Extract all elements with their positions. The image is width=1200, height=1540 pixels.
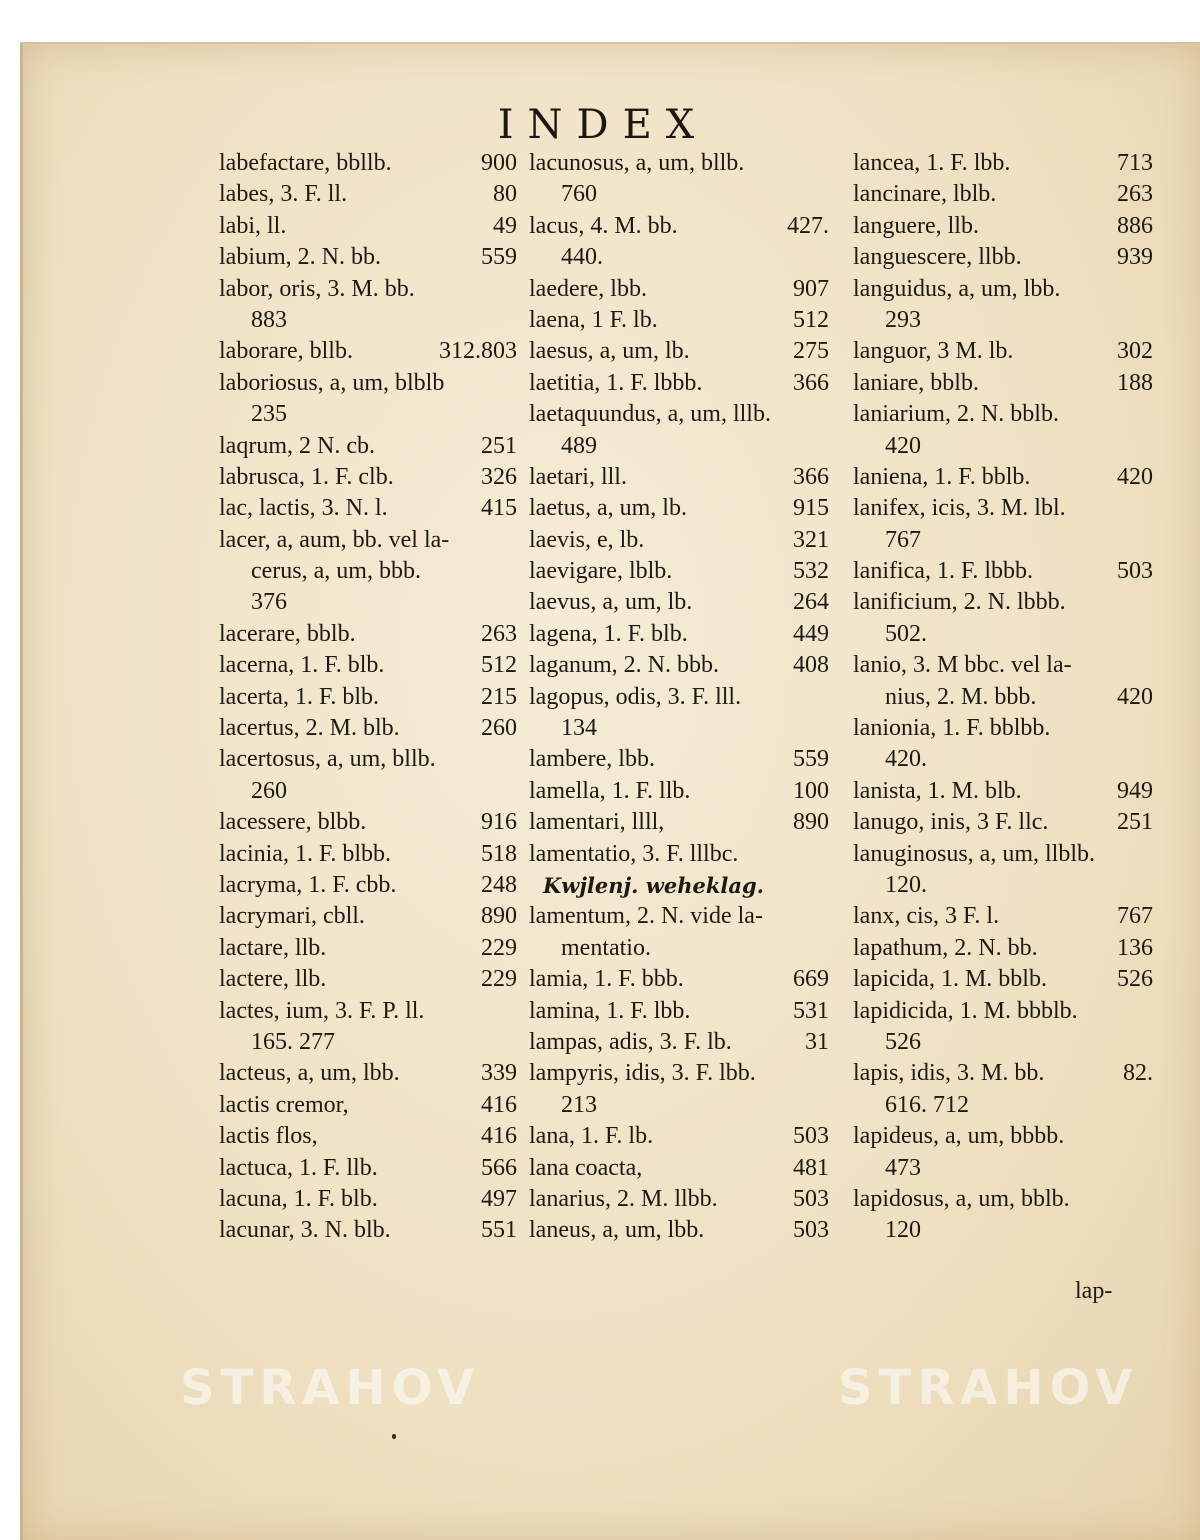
index-entry [219, 713, 517, 744]
index-term: laevigare, lblb. [529, 558, 673, 585]
index-entry [853, 1121, 1153, 1152]
index-entry [219, 148, 517, 179]
index-term: lanugo, inis, 3 F. llc. [853, 809, 1049, 836]
page-reference: 890 [481, 903, 517, 930]
index-entry [853, 431, 1153, 462]
index-entry [853, 1215, 1153, 1246]
index-term: 767 [885, 526, 921, 553]
index-entry [853, 1027, 1153, 1058]
index-term: lanifica, 1. F. lbbb. [853, 558, 1034, 585]
index-entry [219, 431, 517, 462]
index-entry [529, 1153, 829, 1184]
page-reference: 559 [793, 746, 829, 773]
index-entry [529, 682, 829, 713]
index-entry [219, 1121, 517, 1152]
index-entry [529, 1027, 829, 1058]
page-reference: 551 [481, 1217, 517, 1244]
index-term: lana coacta, [529, 1154, 643, 1181]
page-reference: 713 [1117, 150, 1153, 176]
index-term: lactis flos, [219, 1123, 318, 1150]
page-reference: 497 [481, 1185, 517, 1212]
index-term: lactuca, 1. F. llb. [219, 1154, 378, 1181]
index-term: lapidosus, a, um, bblb. [853, 1185, 1070, 1212]
page-reference: 503 [793, 1123, 829, 1150]
index-entry [529, 1184, 829, 1215]
index-term: 120 [885, 1217, 921, 1244]
index-term: languidus, a, um, lbb. [853, 275, 1061, 302]
page-reference: 408 [793, 652, 829, 679]
index-term: 120. [885, 871, 927, 898]
index-entry [219, 901, 517, 932]
index-entry [853, 242, 1153, 273]
index-entry [853, 650, 1153, 681]
index-term: lanuginosus, a, um, llblb. [853, 840, 1095, 867]
index-entry [219, 1184, 517, 1215]
page-reference: 251 [481, 432, 517, 459]
index-entry [529, 964, 829, 995]
index-column-1 [219, 148, 517, 1247]
index-term: laganum, 2. N. bbb. [529, 652, 719, 679]
index-entry [853, 744, 1153, 775]
index-entry [219, 336, 517, 367]
index-term: lacunar, 3. N. blb. [219, 1217, 391, 1244]
page-reference: 907 [793, 275, 829, 302]
paper-speck [392, 1434, 396, 1439]
index-entry [529, 399, 829, 430]
page-reference: 503 [1117, 558, 1153, 585]
index-entry [529, 493, 829, 524]
index-entry [529, 713, 829, 744]
page-reference: 312.803 [439, 338, 517, 365]
index-entry [529, 650, 829, 681]
index-term: laniarium, 2. N. bblb. [853, 401, 1059, 428]
index-term: lapathum, 2. N. bb. [853, 934, 1038, 961]
index-entry [219, 556, 517, 587]
index-term: laevus, a, um, lb. [529, 589, 693, 616]
index-entry [219, 619, 517, 650]
book-page [20, 42, 1200, 1540]
index-term: lanio, 3. M bbc. vel la- [853, 652, 1072, 679]
index-term: lampyris, idis, 3. F. lbb. [529, 1060, 756, 1087]
index-term: languere, llb. [853, 212, 979, 239]
index-term: laesus, a, um, lb. [529, 338, 690, 365]
index-term: languor, 3 M. lb. [853, 338, 1014, 365]
index-term: 420 [885, 432, 921, 459]
page-reference: 900 [481, 150, 517, 176]
index-term: lactare, llb. [219, 934, 327, 961]
index-term: lanista, 1. M. blb. [853, 777, 1022, 804]
index-term: lacus, 4. M. bb. [529, 212, 678, 239]
index-entry [853, 148, 1153, 179]
page-reference: 302 [1117, 338, 1153, 365]
index-entry [529, 1121, 829, 1152]
index-entry [529, 1058, 829, 1089]
index-term: lacerta, 1. F. blb. [219, 683, 380, 710]
index-term: laevis, e, lb. [529, 526, 645, 553]
index-entry [219, 650, 517, 681]
index-entry [219, 399, 517, 430]
index-term: labi, ll. [219, 212, 287, 239]
index-entry [853, 682, 1153, 713]
index-term: labes, 3. F. ll. [219, 181, 348, 208]
index-term: lamina, 1. F. lbb. [529, 997, 691, 1024]
index-term: lapidicida, 1. M. bbblb. [853, 997, 1078, 1024]
page-reference: 275 [793, 338, 829, 365]
index-term: lagopus, odis, 3. F. lll. [529, 683, 742, 710]
index-entry [853, 179, 1153, 210]
page-reference: 420 [1117, 683, 1153, 710]
page-reference: 427. [787, 212, 829, 239]
page-reference: 229 [481, 934, 517, 961]
index-entry [219, 368, 517, 399]
index-term: laborare, bllb. [219, 338, 353, 365]
index-entry [853, 619, 1153, 650]
index-term: 235 [251, 401, 287, 428]
index-entry [219, 179, 517, 210]
index-term: 526 [885, 1028, 921, 1055]
page-reference: 229 [481, 966, 517, 993]
index-term: lana, 1. F. lb. [529, 1123, 654, 1150]
index-entry [219, 1153, 517, 1184]
index-entry [529, 242, 829, 273]
index-term: 440. [561, 244, 603, 271]
index-term: lapideus, a, um, bbbb. [853, 1123, 1065, 1150]
page-reference: 512 [481, 652, 517, 679]
index-term: lambere, lbb. [529, 746, 655, 773]
index-entry [529, 211, 829, 242]
index-entry [219, 839, 517, 870]
index-term: laena, 1 F. lb. [529, 306, 658, 333]
index-entry [529, 148, 829, 179]
index-term: 883 [251, 306, 287, 333]
page-reference: 915 [793, 495, 829, 522]
index-term: lamia, 1. F. bbb. [529, 966, 684, 993]
index-term: lanificium, 2. N. lbbb. [853, 589, 1066, 616]
index-entry [219, 682, 517, 713]
index-term: laetus, a, um, lb. [529, 495, 687, 522]
index-term: laedere, lbb. [529, 275, 647, 302]
index-term: lagena, 1. F. blb. [529, 620, 688, 647]
index-entry [529, 744, 829, 775]
index-term: laetaquundus, a, um, lllb. [529, 401, 771, 428]
page-reference: 248 [481, 871, 517, 898]
index-term: 213 [561, 1091, 597, 1118]
index-term: lampas, adis, 3. F. lb. [529, 1028, 732, 1055]
page-reference: 251 [1117, 809, 1153, 836]
page-reference: 188 [1117, 369, 1153, 396]
index-term: lapis, idis, 3. M. bb. [853, 1060, 1045, 1087]
index-entry [219, 242, 517, 273]
index-term: 376 [251, 589, 287, 616]
index-entry [853, 336, 1153, 367]
index-entry [529, 274, 829, 305]
index-term: lamentari, llll, [529, 809, 665, 836]
index-entry [529, 525, 829, 556]
page-reference: 518 [481, 840, 517, 867]
page-reference: 100 [793, 777, 829, 804]
page-reference: 916 [481, 809, 517, 836]
page-reference: 939 [1117, 244, 1153, 271]
index-term: laboriosus, a, um, blblb [219, 369, 445, 396]
index-term: lanionia, 1. F. bblbb. [853, 715, 1051, 742]
index-entry [529, 587, 829, 618]
index-term: mentatio. [561, 934, 651, 961]
index-term: lancea, 1. F. lbb. [853, 150, 1011, 176]
page-reference: 263 [481, 620, 517, 647]
index-term: lanx, cis, 3 F. l. [853, 903, 1000, 930]
index-term: 134 [561, 715, 597, 742]
catchword: lap- [1075, 1278, 1113, 1304]
index-entry [529, 305, 829, 336]
page-reference: 215 [481, 683, 517, 710]
page-reference: 260 [481, 715, 517, 742]
page-reference: 31 [805, 1028, 829, 1055]
index-entry [529, 1090, 829, 1121]
index-column-2 [529, 148, 829, 1247]
index-entry [219, 1215, 517, 1246]
page-reference: 366 [793, 369, 829, 396]
index-entry [529, 619, 829, 650]
index-entry [853, 901, 1153, 932]
page-reference: 512 [793, 306, 829, 333]
page-reference: 82. [1123, 1060, 1153, 1087]
page-reference: 416 [481, 1091, 517, 1118]
index-term: lamentatio, 3. F. lllbc. [529, 840, 739, 867]
index-entry [219, 462, 517, 493]
index-entry [853, 839, 1153, 870]
index-entry [219, 933, 517, 964]
page-reference: 559 [481, 244, 517, 271]
index-entry [853, 1184, 1153, 1215]
index-term: lanarius, 2. M. llbb. [529, 1185, 718, 1212]
index-term: 293 [885, 306, 921, 333]
page-reference: 449 [793, 620, 829, 647]
index-term: lacuna, 1. F. blb. [219, 1185, 378, 1212]
index-entry [853, 713, 1153, 744]
page-reference: 503 [793, 1217, 829, 1244]
index-term: lacertosus, a, um, bllb. [219, 746, 436, 773]
index-entry [219, 1058, 517, 1089]
page-reference: 326 [481, 463, 517, 490]
index-term: lancinare, lblb. [853, 181, 997, 208]
page-reference: 136 [1117, 934, 1153, 961]
index-entry [529, 870, 829, 901]
index-entry [529, 556, 829, 587]
page-reference: 80 [493, 181, 517, 208]
index-entry [219, 493, 517, 524]
index-term: laqrum, 2 N. cb. [219, 432, 375, 459]
index-entry [529, 1215, 829, 1246]
index-entry [529, 431, 829, 462]
index-entry [853, 399, 1153, 430]
index-term: lacertus, 2. M. blb. [219, 715, 400, 742]
index-entry [853, 933, 1153, 964]
index-entry [853, 1090, 1153, 1121]
index-term: laetari, lll. [529, 463, 627, 490]
index-term: lacrymari, cbll. [219, 903, 365, 930]
index-term: nius, 2. M. bbb. [885, 683, 1037, 710]
index-entry [219, 807, 517, 838]
index-entry [853, 556, 1153, 587]
index-entry [853, 368, 1153, 399]
index-entry [529, 336, 829, 367]
index-entry [529, 776, 829, 807]
index-entry [853, 776, 1153, 807]
index-entry [219, 1090, 517, 1121]
index-term: lamentum, 2. N. vide la- [529, 903, 763, 930]
index-term: 616. 712 [885, 1091, 969, 1118]
index-entry [219, 587, 517, 618]
index-term: lactis cremor, [219, 1091, 349, 1118]
index-term: 760 [561, 181, 597, 208]
page-reference: 366 [793, 463, 829, 490]
index-term: 420. [885, 746, 927, 773]
page-reference: 532 [793, 558, 829, 585]
page-reference: 481 [793, 1154, 829, 1181]
page-reference: 566 [481, 1154, 517, 1181]
index-entry [219, 964, 517, 995]
page-reference: 767 [1117, 903, 1153, 930]
index-term: 260 [251, 777, 287, 804]
index-entry [529, 368, 829, 399]
index-term: languescere, llbb. [853, 244, 1022, 271]
index-entry [853, 525, 1153, 556]
index-term: laetitia, 1. F. lbbb. [529, 369, 703, 396]
index-entry [853, 807, 1153, 838]
index-term: lamella, 1. F. llb. [529, 777, 691, 804]
index-entry [219, 1027, 517, 1058]
page-reference: 420 [1117, 463, 1153, 490]
index-term: lacessere, blbb. [219, 809, 367, 836]
page-reference: 886 [1117, 212, 1153, 239]
index-term: lacunosus, a, um, bllb. [529, 150, 745, 176]
library-watermark-right: STRAHOV [838, 1360, 1139, 1416]
page-reference: 264 [793, 589, 829, 616]
index-entry [853, 870, 1153, 901]
index-entry [529, 933, 829, 964]
index-entry [853, 305, 1153, 336]
index-entry [219, 274, 517, 305]
page-reference: 416 [481, 1123, 517, 1150]
page-reference: 415 [481, 495, 517, 522]
index-entry [529, 462, 829, 493]
index-term: labium, 2. N. bb. [219, 244, 381, 271]
page-reference: 321 [793, 526, 829, 553]
index-term: labor, oris, 3. M. bb. [219, 275, 415, 302]
index-term: 502. [885, 620, 927, 647]
index-entry [219, 525, 517, 556]
index-term: laneus, a, um, lbb. [529, 1217, 705, 1244]
index-entry [853, 462, 1153, 493]
page-reference: 949 [1117, 777, 1153, 804]
index-entry [853, 964, 1153, 995]
index-term: 165. 277 [251, 1028, 335, 1055]
page-reference: 890 [793, 809, 829, 836]
index-entry [219, 305, 517, 336]
index-entry [853, 211, 1153, 242]
index-entry [529, 996, 829, 1027]
index-entry [853, 996, 1153, 1027]
index-entry [853, 1058, 1153, 1089]
index-term: lactere, llb. [219, 966, 327, 993]
index-entry [219, 870, 517, 901]
page-reference: 339 [481, 1060, 517, 1087]
index-term: 473 [885, 1154, 921, 1181]
index-term: lapicida, 1. M. bblb. [853, 966, 1047, 993]
index-entry [853, 1153, 1153, 1184]
index-term: lacerare, bblb. [219, 620, 356, 647]
index-entry [529, 901, 829, 932]
index-term: labefactare, bbllb. [219, 150, 392, 176]
index-entry [219, 996, 517, 1027]
index-term: labrusca, 1. F. clb. [219, 463, 394, 490]
index-entry [219, 211, 517, 242]
index-term: laniare, bblb. [853, 369, 979, 396]
index-term: lacer, a, aum, bb. vel la- [219, 526, 450, 553]
index-term: laniena, 1. F. bblb. [853, 463, 1031, 490]
index-entry [853, 274, 1153, 305]
page-reference: 526 [1117, 966, 1153, 993]
index-term: lac, lactis, 3. N. l. [219, 495, 388, 522]
page-title: INDEX [497, 102, 709, 148]
page-reference: 669 [793, 966, 829, 993]
index-entry [219, 776, 517, 807]
page-reference: 49 [493, 212, 517, 239]
index-entry [853, 493, 1153, 524]
index-term: 489 [561, 432, 597, 459]
index-entry [529, 179, 829, 210]
index-entry [529, 839, 829, 870]
index-term: Kwjlenj. weheklag. [543, 872, 764, 898]
page-reference: 531 [793, 997, 829, 1024]
page-reference: 503 [793, 1185, 829, 1212]
index-term: lacinia, 1. F. blbb. [219, 840, 392, 867]
index-term: lacryma, 1. F. cbb. [219, 871, 397, 898]
index-term: lanifex, icis, 3. M. lbl. [853, 495, 1066, 522]
library-watermark-left: STRAHOV [180, 1360, 481, 1416]
index-term: cerus, a, um, bbb. [251, 558, 421, 585]
index-entry [219, 744, 517, 775]
index-column-3 [853, 148, 1153, 1247]
index-entry [853, 587, 1153, 618]
index-term: lacteus, a, um, lbb. [219, 1060, 400, 1087]
index-entry [529, 807, 829, 838]
index-term: lacerna, 1. F. blb. [219, 652, 385, 679]
page-reference: 263 [1117, 181, 1153, 208]
index-term: lactes, ium, 3. F. P. ll. [219, 997, 425, 1024]
